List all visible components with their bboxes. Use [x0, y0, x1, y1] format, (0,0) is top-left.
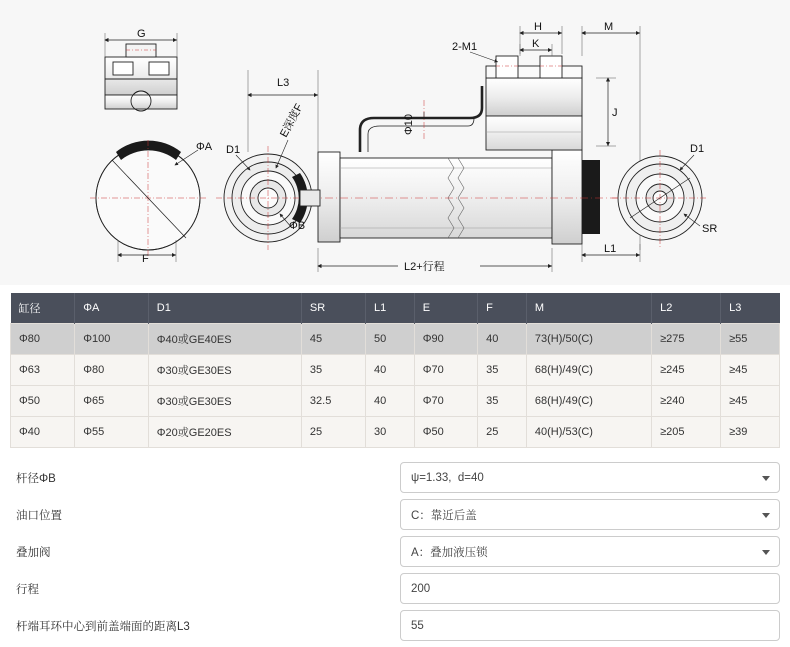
cell-L3: ≥45 [721, 386, 780, 417]
cell-F: 35 [478, 355, 527, 386]
cell-L1: 50 [365, 324, 414, 355]
cell-SR: 45 [301, 324, 365, 355]
stack-valve-select[interactable] [400, 536, 780, 567]
left-top-bracket [105, 44, 177, 111]
cell-L2: ≥205 [652, 417, 721, 448]
label-J: J [612, 107, 618, 119]
cell-F: 40 [478, 324, 527, 355]
col-header-D1: D1 [148, 293, 301, 324]
cell-SR: 25 [301, 417, 365, 448]
cell-D1: Φ40或GE40ES [148, 324, 301, 355]
table-header-row [11, 293, 780, 324]
cell-M: 68(H)/49(C) [526, 386, 651, 417]
label-F: F [142, 253, 149, 265]
label-L2-stroke: L2+行程 [404, 261, 445, 273]
cell-D1: Φ30或GE30ES [148, 386, 301, 417]
cell-E: Φ70 [414, 355, 477, 386]
stroke-field-wrap [400, 573, 780, 604]
form-row-stack-valve [10, 536, 780, 567]
label-D1-left: D1 [226, 144, 241, 156]
cell-phiA: Φ65 [75, 386, 149, 417]
table-row[interactable] [11, 417, 780, 448]
cell-phiA: Φ55 [75, 417, 149, 448]
label-M: M [604, 21, 614, 33]
valve-block-top [470, 52, 582, 150]
cell-L3: ≥55 [721, 324, 780, 355]
cell-SR: 35 [301, 355, 365, 386]
cell-L2: ≥240 [652, 386, 721, 417]
cell-bore: Φ40 [11, 417, 75, 448]
label-H: H [534, 21, 542, 33]
port-position-field-wrap [400, 499, 780, 530]
label-rod-diameter: 杆径ΦB [16, 472, 56, 485]
label-L3-distance: 杆端耳环中心到前盖端面的距离L3 [16, 620, 190, 633]
cell-D1: Φ30或GE30ES [148, 355, 301, 386]
specification-table [10, 293, 780, 448]
cell-E: Φ90 [414, 324, 477, 355]
table-row[interactable] [11, 386, 780, 417]
cell-F: 35 [478, 386, 527, 417]
label-E-depth: E深度F [278, 101, 306, 140]
col-header-F: F [478, 293, 527, 324]
cell-bore: Φ50 [11, 386, 75, 417]
form-row-stroke [10, 573, 780, 604]
left-front-circle [90, 140, 206, 256]
cell-bore: Φ80 [11, 324, 75, 355]
cell-L1: 40 [365, 386, 414, 417]
cell-M: 73(H)/50(C) [526, 324, 651, 355]
label-2-M1: 2-M1 [452, 41, 478, 53]
form-row-L3-distance [10, 610, 780, 641]
cell-M: 40(H)/53(C) [526, 417, 651, 448]
col-header-SR: SR [301, 293, 365, 324]
configuration-form [10, 462, 780, 647]
col-header-L1: L1 [365, 293, 414, 324]
L3-distance-field-wrap [400, 610, 780, 641]
col-header-L2: L2 [652, 293, 721, 324]
cylinder-body-section [300, 150, 660, 244]
cylinder-technical-drawing [0, 0, 790, 285]
L3-distance-input[interactable] [400, 610, 780, 641]
col-header-M: M [526, 293, 651, 324]
cell-E: Φ70 [414, 386, 477, 417]
label-D1-right: D1 [690, 143, 705, 155]
label-stack-valve: 叠加阀 [16, 546, 51, 559]
cell-L2: ≥245 [652, 355, 721, 386]
cell-phiA: Φ80 [75, 355, 149, 386]
stroke-input[interactable] [400, 573, 780, 604]
col-header-L3: L3 [721, 293, 780, 324]
cell-bore: Φ63 [11, 355, 75, 386]
cell-L2: ≥275 [652, 324, 721, 355]
label-port-position: 油口位置 [16, 509, 62, 522]
label-K: K [532, 38, 540, 50]
rod-diameter-select[interactable] [400, 462, 780, 493]
cell-M: 68(H)/49(C) [526, 355, 651, 386]
stack-valve-field-wrap [400, 536, 780, 567]
port-position-select[interactable] [400, 499, 780, 530]
rear-eye-circle [612, 150, 708, 248]
cell-F: 25 [478, 417, 527, 448]
cell-L1: 40 [365, 355, 414, 386]
form-row-port-position [10, 499, 780, 530]
col-header-E: E [414, 293, 477, 324]
cell-L3: ≥45 [721, 355, 780, 386]
label-L3: L3 [277, 77, 290, 89]
label-phi10: Φ10 [403, 113, 415, 135]
cell-SR: 32.5 [301, 386, 365, 417]
cell-L3: ≥39 [721, 417, 780, 448]
col-header-bore: 缸径 [11, 293, 75, 324]
label-G: G [137, 28, 146, 40]
cell-E: Φ50 [414, 417, 477, 448]
label-phiA: ΦA [196, 141, 213, 153]
cell-phiA: Φ100 [75, 324, 149, 355]
label-L1: L1 [604, 243, 617, 255]
manifold-tubing [360, 86, 482, 152]
col-header-phiA: ΦA [75, 293, 149, 324]
rod-diameter-field-wrap [400, 462, 780, 493]
form-row-rod-diameter [10, 462, 780, 493]
label-phiB: ΦB [289, 220, 306, 232]
cell-L1: 30 [365, 417, 414, 448]
label-stroke: 行程 [16, 583, 39, 596]
cell-D1: Φ20或GE20ES [148, 417, 301, 448]
table-row[interactable] [11, 355, 780, 386]
table-row[interactable] [11, 324, 780, 355]
label-SR: SR [702, 223, 718, 235]
